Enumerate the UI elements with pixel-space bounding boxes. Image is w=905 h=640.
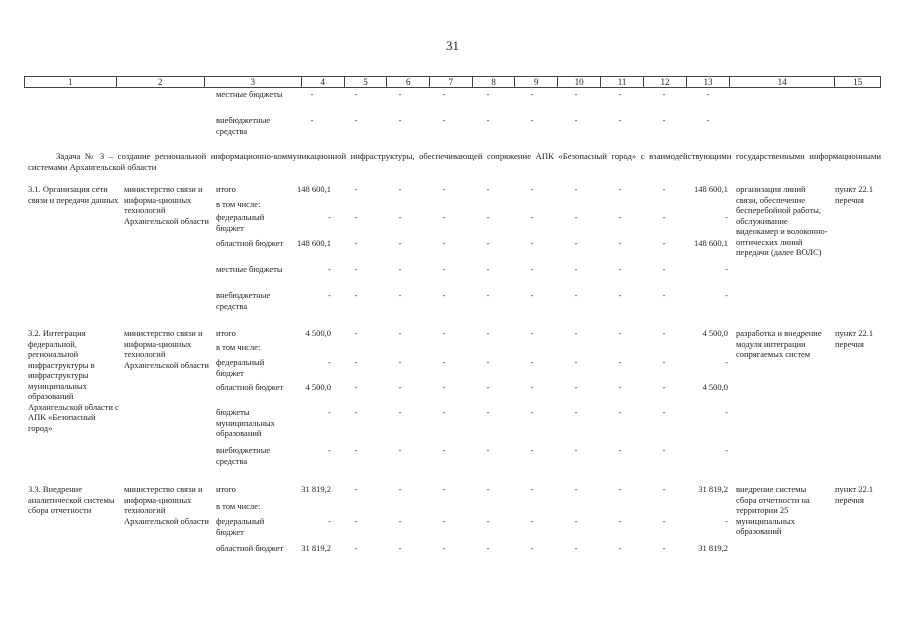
empty-value-dash: - <box>530 445 534 455</box>
empty-value-dash: - <box>574 382 578 392</box>
empty-value-dash: - <box>486 212 490 222</box>
empty-value-dash: - <box>618 484 622 494</box>
empty-value-dash: - <box>398 212 402 222</box>
empty-value-dash: - <box>530 357 534 367</box>
empty-value-dash: - <box>486 115 490 125</box>
empty-value-dash: - <box>530 543 534 553</box>
col-header-1: 1 <box>25 77 117 88</box>
empty-value-dash: - <box>442 264 446 274</box>
amount-col13: 4 500,0 <box>702 328 728 338</box>
empty-value-dash: - <box>662 357 666 367</box>
empty-value-dash: - <box>618 445 622 455</box>
empty-value-dash: - <box>574 328 578 338</box>
empty-value-dash: - <box>574 543 578 553</box>
empty-value-dash: - <box>530 328 534 338</box>
empty-value-dash: - <box>574 445 578 455</box>
empty-value-dash: - <box>530 290 534 300</box>
col-header-11: 11 <box>601 77 644 88</box>
empty-value-dash: - <box>530 238 534 248</box>
empty-value-dash: - <box>486 445 490 455</box>
source-label: внебюджетные средства <box>216 290 271 311</box>
list-reference: пункт 22.1 перечня <box>835 184 874 205</box>
empty-value-dash: - <box>354 115 358 125</box>
col-header-7: 7 <box>430 77 473 88</box>
empty-value-dash: - <box>530 516 534 526</box>
empty-value-dash: - <box>618 407 622 417</box>
empty-value-dash: - <box>442 407 446 417</box>
source-label: итого <box>216 484 236 494</box>
empty-value-dash: - <box>574 184 578 194</box>
col-header-2: 2 <box>116 77 204 88</box>
empty-value-dash: - <box>442 357 446 367</box>
col-header-12: 12 <box>644 77 687 88</box>
empty-value-dash: - <box>486 382 490 392</box>
empty-value-dash: - <box>398 328 402 338</box>
empty-value-dash: - <box>354 407 358 417</box>
empty-value-dash: - <box>398 238 402 248</box>
empty-value-dash: - <box>618 264 622 274</box>
empty-value-dash: - <box>398 290 402 300</box>
activity-name: 3.3. Внедрение аналитической системы сбора отчетности <box>28 484 115 515</box>
amount-col13: 31 819,2 <box>698 484 728 494</box>
col-header-8: 8 <box>472 77 515 88</box>
empty-value-dash: - <box>442 484 446 494</box>
empty-value-dash: - <box>310 89 314 99</box>
empty-value-dash: - <box>574 264 578 274</box>
activity-name: 3.1. Организация сети связи и передачи данных <box>28 184 119 205</box>
empty-value-dash: - <box>618 543 622 553</box>
empty-value-dash: - <box>354 484 358 494</box>
amount-total: - <box>328 407 331 417</box>
activity-result: внедрение системы сбора отчетности на территории 25 муниципальных образований <box>736 484 810 536</box>
empty-value-dash: - <box>486 328 490 338</box>
empty-value-dash: - <box>662 89 666 99</box>
col-header-6: 6 <box>387 77 430 88</box>
amount-col13: - <box>725 445 728 455</box>
empty-value-dash: - <box>530 264 534 274</box>
empty-value-dash: - <box>618 328 622 338</box>
source-label: внебюджетные средства <box>216 445 271 466</box>
empty-value-dash: - <box>662 115 666 125</box>
col-header-4: 4 <box>301 77 344 88</box>
empty-value-dash: - <box>706 89 710 99</box>
source-label: федеральный бюджет <box>216 357 265 378</box>
empty-value-dash: - <box>530 89 534 99</box>
list-reference: пункт 22.1 перечня <box>835 484 874 505</box>
empty-value-dash: - <box>662 290 666 300</box>
empty-value-dash: - <box>574 89 578 99</box>
empty-value-dash: - <box>662 484 666 494</box>
source-label: внебюджетные средства <box>216 115 271 136</box>
empty-value-dash: - <box>530 184 534 194</box>
empty-value-dash: - <box>662 328 666 338</box>
empty-value-dash: - <box>398 264 402 274</box>
amount-col13: - <box>725 290 728 300</box>
amount-col13: 4 500,0 <box>702 382 728 392</box>
empty-value-dash: - <box>618 290 622 300</box>
empty-value-dash: - <box>398 543 402 553</box>
executor-name: министерство связи и информа-ционных технологий Архангельской области <box>124 184 209 226</box>
empty-value-dash: - <box>354 264 358 274</box>
list-reference: пункт 22.1 перечня <box>835 328 874 349</box>
source-label: областной бюджет <box>216 382 284 392</box>
empty-value-dash: - <box>398 184 402 194</box>
empty-value-dash: - <box>618 184 622 194</box>
empty-value-dash: - <box>574 407 578 417</box>
empty-value-dash: - <box>662 445 666 455</box>
empty-value-dash: - <box>354 212 358 222</box>
amount-col13: - <box>725 407 728 417</box>
empty-value-dash: - <box>618 89 622 99</box>
source-label: в том числе: <box>216 199 261 209</box>
source-label: местные бюджеты <box>216 89 283 99</box>
empty-value-dash: - <box>442 212 446 222</box>
page-number: 31 <box>446 38 459 53</box>
task-heading: Задача № 3 – создание региональной информационно-коммуникационной инфраструктуры, обеспечивающей сопряжение АПК «Безопасный город» с взаимодействующими государственными информационными системами Архангельской области <box>28 151 881 172</box>
empty-value-dash: - <box>486 484 490 494</box>
empty-value-dash: - <box>530 212 534 222</box>
empty-value-dash: - <box>354 445 358 455</box>
empty-value-dash: - <box>354 516 358 526</box>
source-label: местные бюджеты <box>216 264 283 274</box>
empty-value-dash: - <box>574 290 578 300</box>
empty-value-dash: - <box>662 516 666 526</box>
empty-value-dash: - <box>530 382 534 392</box>
source-label: областной бюджет <box>216 238 284 248</box>
executor-name: министерство связи и информа-ционных технологий Архангельской области <box>124 328 209 370</box>
empty-value-dash: - <box>442 184 446 194</box>
empty-value-dash: - <box>486 357 490 367</box>
empty-value-dash: - <box>486 407 490 417</box>
empty-value-dash: - <box>574 212 578 222</box>
empty-value-dash: - <box>354 543 358 553</box>
amount-total: - <box>328 290 331 300</box>
empty-value-dash: - <box>310 115 314 125</box>
empty-value-dash: - <box>574 115 578 125</box>
empty-value-dash: - <box>354 89 358 99</box>
empty-value-dash: - <box>662 382 666 392</box>
empty-value-dash: - <box>398 445 402 455</box>
empty-value-dash: - <box>398 382 402 392</box>
empty-value-dash: - <box>618 382 622 392</box>
empty-value-dash: - <box>662 238 666 248</box>
empty-value-dash: - <box>662 184 666 194</box>
amount-total: 31 819,2 <box>301 543 331 553</box>
empty-value-dash: - <box>398 516 402 526</box>
empty-value-dash: - <box>574 357 578 367</box>
empty-value-dash: - <box>574 238 578 248</box>
source-label: федеральный бюджет <box>216 212 265 233</box>
empty-value-dash: - <box>398 115 402 125</box>
empty-value-dash: - <box>662 212 666 222</box>
col-header-15: 15 <box>835 77 881 88</box>
amount-col13: - <box>725 212 728 222</box>
empty-value-dash: - <box>618 516 622 526</box>
amount-col13: - <box>725 357 728 367</box>
empty-value-dash: - <box>442 543 446 553</box>
activity-result: разработка и внедрение модуля интеграции сопрягаемых систем <box>736 328 822 359</box>
amount-total: - <box>328 212 331 222</box>
source-label: бюджеты муниципальных образований <box>216 407 275 438</box>
executor-name: министерство связи и информа-ционных технологий Архангельской области <box>124 484 209 526</box>
empty-value-dash: - <box>574 516 578 526</box>
amount-col13: 31 819,2 <box>698 543 728 553</box>
empty-value-dash: - <box>662 264 666 274</box>
empty-value-dash: - <box>442 290 446 300</box>
empty-value-dash: - <box>618 238 622 248</box>
empty-value-dash: - <box>486 89 490 99</box>
empty-value-dash: - <box>398 484 402 494</box>
empty-value-dash: - <box>530 407 534 417</box>
empty-value-dash: - <box>442 382 446 392</box>
empty-value-dash: - <box>618 357 622 367</box>
amount-total: 148 600,1 <box>297 184 331 194</box>
empty-value-dash: - <box>442 328 446 338</box>
empty-value-dash: - <box>354 357 358 367</box>
amount-total: 4 500,0 <box>305 328 331 338</box>
empty-value-dash: - <box>354 238 358 248</box>
empty-value-dash: - <box>398 357 402 367</box>
col-header-13: 13 <box>687 77 730 88</box>
empty-value-dash: - <box>398 407 402 417</box>
empty-value-dash: - <box>530 484 534 494</box>
source-label: в том числе: <box>216 342 261 352</box>
empty-value-dash: - <box>662 407 666 417</box>
empty-value-dash: - <box>398 89 402 99</box>
empty-value-dash: - <box>442 516 446 526</box>
column-number-header <box>24 76 881 88</box>
col-header-9: 9 <box>515 77 558 88</box>
source-label: областной бюджет <box>216 543 284 553</box>
empty-value-dash: - <box>486 543 490 553</box>
activity-result: организация линий связи, обеспечение бесперебойной работы, обслуживание видеокамер и волоконно-оптических линий передачи (далее ВОЛС) <box>736 184 828 257</box>
empty-value-dash: - <box>486 516 490 526</box>
empty-value-dash: - <box>618 212 622 222</box>
source-label: в том числе: <box>216 501 261 511</box>
empty-value-dash: - <box>442 445 446 455</box>
amount-total: - <box>328 516 331 526</box>
amount-col13: 148 600,1 <box>694 238 728 248</box>
empty-value-dash: - <box>442 238 446 248</box>
empty-value-dash: - <box>354 290 358 300</box>
empty-value-dash: - <box>486 238 490 248</box>
activity-name: 3.2. Интеграция федеральной, региональной инфраструктуры в инфраструктуры муниципальных образований Архангельской области с АПК «Безопасный город» <box>28 328 119 433</box>
empty-value-dash: - <box>354 382 358 392</box>
empty-value-dash: - <box>486 184 490 194</box>
empty-value-dash: - <box>662 543 666 553</box>
empty-value-dash: - <box>486 264 490 274</box>
col-header-3: 3 <box>204 77 301 88</box>
empty-value-dash: - <box>354 328 358 338</box>
empty-value-dash: - <box>706 115 710 125</box>
amount-total: - <box>328 264 331 274</box>
empty-value-dash: - <box>354 184 358 194</box>
source-label: федеральный бюджет <box>216 516 265 537</box>
amount-total: 4 500,0 <box>305 382 331 392</box>
source-label: итого <box>216 184 236 194</box>
empty-value-dash: - <box>574 484 578 494</box>
amount-col13: - <box>725 264 728 274</box>
source-label: итого <box>216 328 236 338</box>
amount-total: 31 819,2 <box>301 484 331 494</box>
col-header-5: 5 <box>344 77 387 88</box>
amount-total: - <box>328 357 331 367</box>
empty-value-dash: - <box>486 290 490 300</box>
empty-value-dash: - <box>530 115 534 125</box>
amount-total: - <box>328 445 331 455</box>
empty-value-dash: - <box>618 115 622 125</box>
amount-total: 148 600,1 <box>297 238 331 248</box>
empty-value-dash: - <box>442 89 446 99</box>
amount-col13: - <box>725 516 728 526</box>
amount-col13: 148 600,1 <box>694 184 728 194</box>
empty-value-dash: - <box>442 115 446 125</box>
col-header-14: 14 <box>730 77 835 88</box>
col-header-10: 10 <box>558 77 601 88</box>
